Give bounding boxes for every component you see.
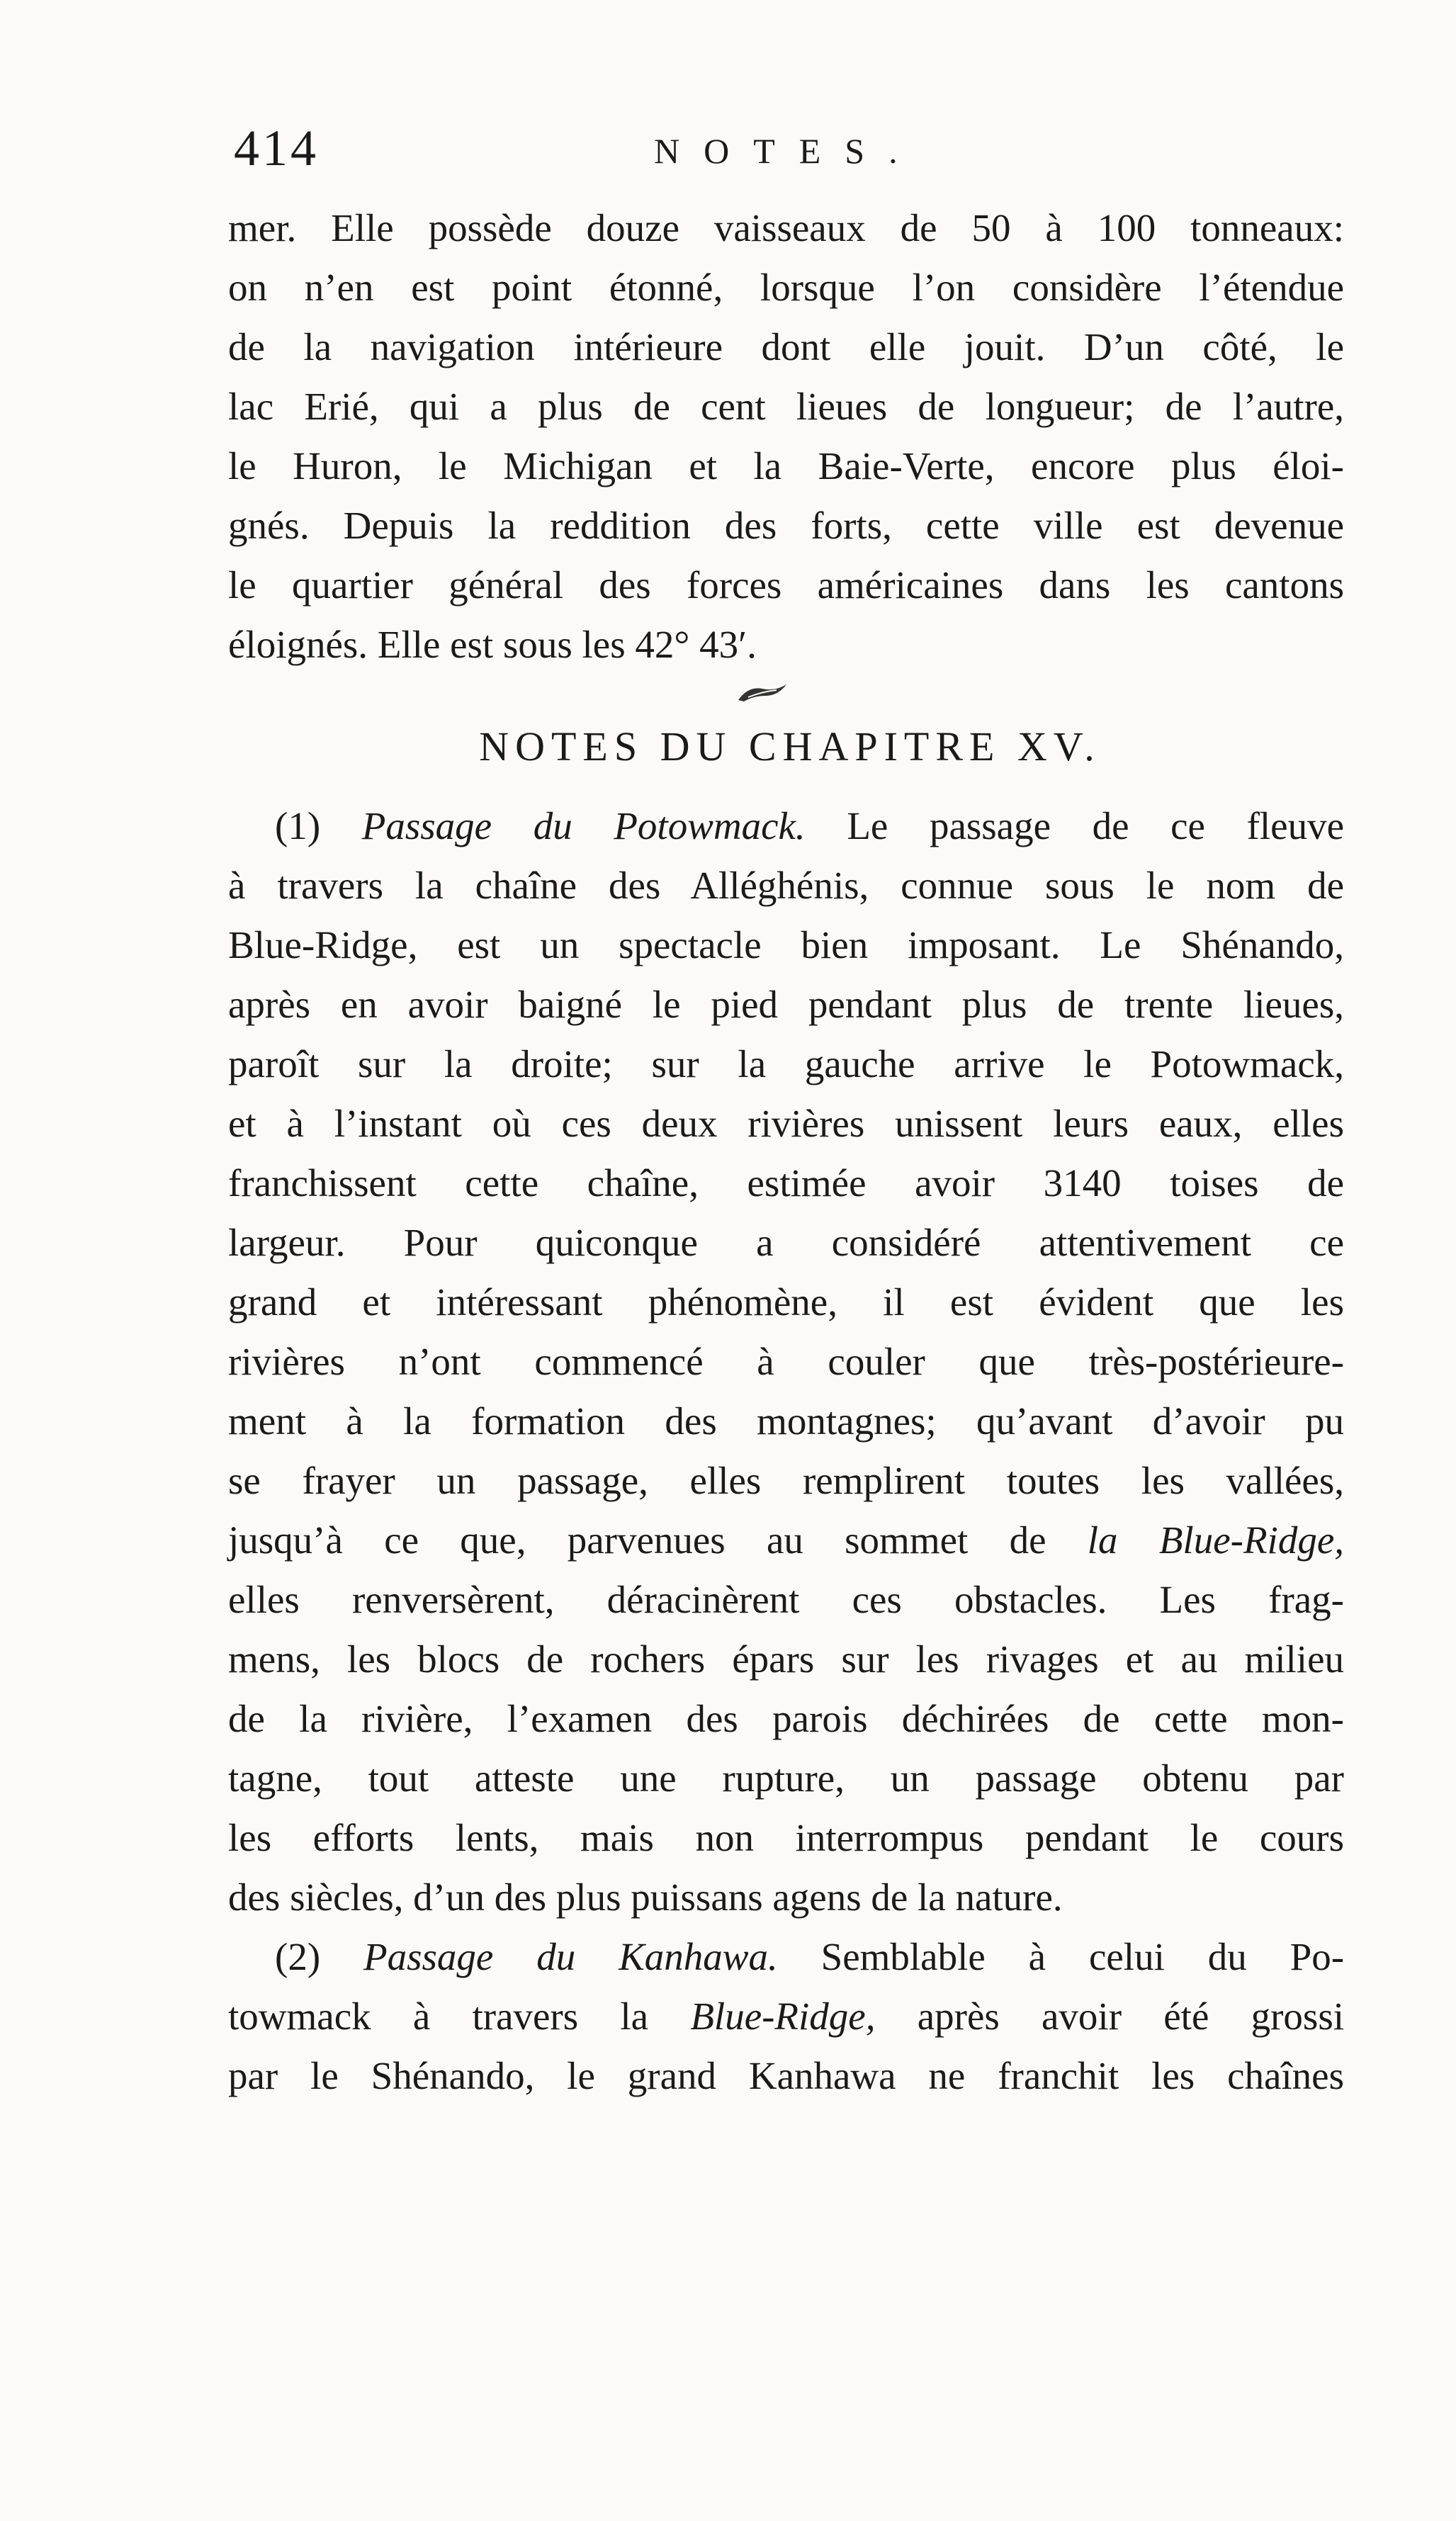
text-fragment: jusqu’à ce que, parvenues au sommet de xyxy=(228,1518,1046,1562)
text-line: les efforts lents, mais non interrompus pendant le cours xyxy=(228,1816,1344,1859)
text-line: gnés. Depuis la reddition des forts, cette ville est devenue xyxy=(228,504,1344,547)
section-heading: NOTES DU CHAPITRE XV. xyxy=(479,723,1101,769)
note-2-first-line xyxy=(228,1927,1344,1987)
text-line: des siècles, d’un des plus puissans agens de la nature. xyxy=(228,1876,1063,1919)
note-1-first-line xyxy=(228,796,1344,856)
text-line: on n’en est point étonné, lorsque l’on considère l’étendue xyxy=(228,266,1344,309)
text-line: tagne, tout atteste une rupture, un passage obtenu par xyxy=(228,1756,1344,1800)
note-number: (1) xyxy=(275,804,321,847)
text-line: le quartier général des forces américaines dans les cantons xyxy=(228,563,1344,607)
text-line: Blue-Ridge, est un spectacle bien imposant. Le Shénando, xyxy=(228,923,1344,966)
text-fragment: Semblable à celui du Po- xyxy=(820,1935,1345,1978)
text-line: mens, les blocs de rochers épars sur les rivages et au milieu xyxy=(228,1637,1344,1681)
text-line-with-italic xyxy=(228,1511,1344,1570)
text-line: largeur. Pour quiconque a considéré attentivement ce xyxy=(228,1221,1344,1264)
text-fragment: Le passage de ce fleuve xyxy=(847,804,1345,847)
text-line: lac Erié, qui a plus de cent lieues de longueur; de l’autre, xyxy=(228,385,1344,428)
text-line: éloignés. Elle est sous les 42° 43′. xyxy=(228,623,757,666)
text-line: de la navigation intérieure dont elle jouit. D’un côté, le xyxy=(228,325,1344,368)
text-line: après en avoir baigné le pied pendant plus de trente lieues, xyxy=(228,983,1344,1026)
text-line: paroît sur la droite; sur la gauche arrive le Potowmack, xyxy=(228,1042,1344,1085)
note-title: Passage du Potowmack. xyxy=(361,804,806,847)
text-line-with-italic xyxy=(228,1987,1344,2046)
text-line: ment à la formation des montagnes; qu’avant d’avoir pu xyxy=(228,1399,1344,1443)
notes-body xyxy=(228,796,1344,2106)
running-head: NOTES. xyxy=(654,131,922,171)
text-line: par le Shénando, le grand Kanhawa ne franchit les chaînes xyxy=(228,2054,1344,2097)
note-title: Passage du Kanhawa. xyxy=(363,1935,778,1978)
text-line: le Huron, le Michigan et la Baie-Verte, encore plus éloi- xyxy=(228,444,1344,487)
text-fragment: après avoir été grossi xyxy=(917,1995,1345,2038)
text-line: et à l’instant où ces deux rivières unissent leurs eaux, elles xyxy=(228,1102,1344,1145)
text-line: rivières n’ont commencé à couler que très-postérieure- xyxy=(228,1340,1344,1383)
continuation-paragraph xyxy=(228,198,1344,675)
italic-fragment: la Blue-Ridge, xyxy=(1087,1518,1344,1562)
text-line: elles renversèrent, déracinèrent ces obstacles. Les frag- xyxy=(228,1578,1344,1621)
text-line: franchissent cette chaîne, estimée avoir 3140 toises de xyxy=(228,1161,1344,1205)
page-number: 414 xyxy=(234,120,319,176)
ornament-icon xyxy=(734,679,791,707)
text-line: de la rivière, l’examen des parois déchirées de cette mon- xyxy=(228,1697,1344,1740)
note-number: (2) xyxy=(275,1935,321,1978)
italic-fragment: Blue-Ridge, xyxy=(690,1995,876,2038)
text-line: grand et intéressant phénomène, il est évident que les xyxy=(228,1280,1344,1324)
page-header xyxy=(225,119,1345,183)
text-line: mer. Elle possède douze vaisseaux de 50 à 100 tonneaux: xyxy=(228,206,1344,249)
text-line: à travers la chaîne des Alléghénis, connue sous le nom de xyxy=(228,864,1344,907)
text-fragment: towmack à travers la xyxy=(228,1995,649,2038)
text-line: se frayer un passage, elles remplirent toutes les vallées, xyxy=(228,1459,1344,1502)
